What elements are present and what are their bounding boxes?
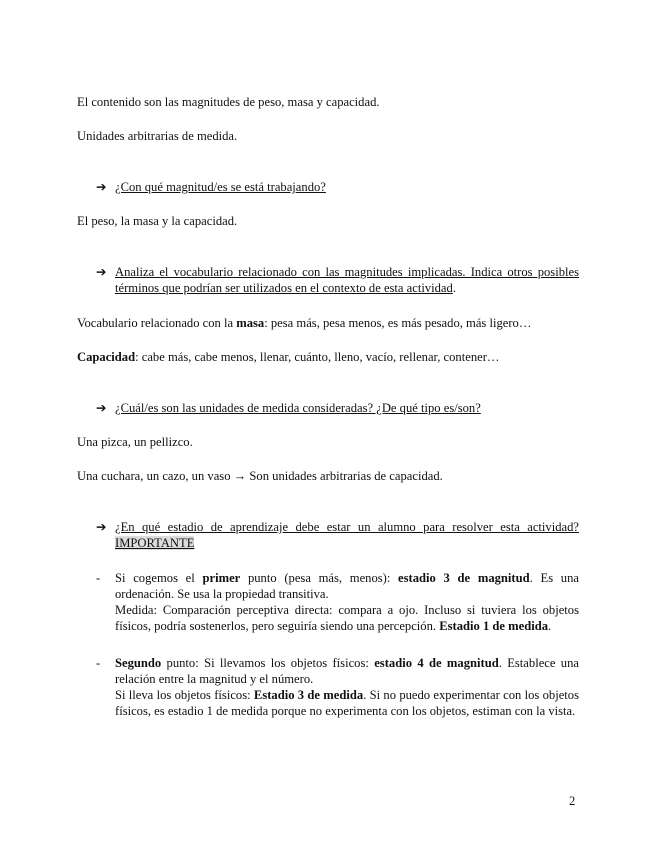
text: punto: Si llevamos los objetos físicos: <box>161 656 375 670</box>
list-item-2-line1 <box>115 655 579 687</box>
text: . Es una ordenación. Se usa la propiedad transitiva. <box>115 571 579 601</box>
question-2-body: Analiza el vocabulario relacionado con las magnitudes implicadas. Indica otros posibles términos que podrían ser utilizados en el contexto de esta actividad <box>115 265 579 295</box>
text: Si cogemos el <box>115 571 203 585</box>
question-4-body: ¿En qué estadio de aprendizaje debe estar un alumno para resolver esta actividad? <box>115 520 579 534</box>
question-3 <box>96 400 579 416</box>
paragraph-unidades: Unidades arbitrarias de medida. <box>77 129 238 143</box>
bold-estadio-3-medida: Estadio 3 de medida <box>253 688 364 702</box>
list-item-2-body <box>115 655 579 719</box>
question-4-text <box>115 519 579 551</box>
arrow-icon: ➔ <box>96 520 107 534</box>
vocab-bold-masa: masa <box>236 316 265 330</box>
question-2-period: . <box>452 281 456 295</box>
paragraph-capacidad <box>77 349 579 365</box>
page-number: 2 <box>569 794 576 808</box>
important-highlight: IMPORTANTE <box>115 536 195 550</box>
text: . <box>548 619 552 633</box>
bold-estadio-3-magnitud: estadio 3 de magnitud <box>398 571 530 585</box>
bold-segundo: Segundo <box>115 656 162 670</box>
text: Medida: Comparación perceptiva directa: compara a ojo. Incluso si tuviera los objetos físicos, podría sostenerlos, pero seguiría siendo una percepción. <box>115 603 579 633</box>
paragraph-pizca: Una pizca, un pellizco. <box>77 435 193 449</box>
arrow-icon: ➔ <box>96 180 107 194</box>
question-3-text: ¿Cuál/es son las unidades de medida consideradas? ¿De qué tipo es/son? <box>115 401 481 415</box>
bold-estadio-1-medida: Estadio 1 de medida <box>439 619 549 633</box>
capacidad-bold: Capacidad <box>77 350 136 364</box>
text: Si lleva los objetos físicos: <box>115 688 254 702</box>
list-dash: - <box>96 571 101 585</box>
question-2 <box>96 264 579 296</box>
paragraph-vocabulario-masa <box>77 315 579 331</box>
capacidad-rest: : cabe más, cabe menos, llenar, cuánto, lleno, vacío, rellenar, contener… <box>135 350 500 364</box>
question-4 <box>96 519 579 551</box>
list-item-1-body <box>115 570 579 634</box>
list-item-2 <box>96 655 579 719</box>
arrow-icon: ➔ <box>96 401 107 415</box>
arrow-icon: ➔ <box>96 265 107 279</box>
question-2-text <box>115 264 579 296</box>
bold-primer: primer <box>202 571 241 585</box>
list-item-2-line2 <box>115 687 579 719</box>
list-item-1-line2 <box>115 602 579 634</box>
bold-estadio-4-magnitud: estadio 4 de magnitud <box>374 656 499 670</box>
text: . Si no puedo experimentar con los objetos físicos, es estadio 1 de medida porque no experimenta con los objetos, estiman con la vista. <box>115 688 579 718</box>
list-dash: - <box>96 656 101 670</box>
paragraph-contenido: El contenido son las magnitudes de peso, masa y capacidad. <box>77 95 380 109</box>
vocab-rest: : pesa más, pesa menos, es más pesado, más ligero… <box>264 316 532 330</box>
question-1 <box>96 179 579 195</box>
vocab-prefix: Vocabulario relacionado con la <box>77 316 237 330</box>
paragraph-peso-masa: El peso, la masa y la capacidad. <box>77 214 238 228</box>
text: punto (pesa más, menos): <box>240 571 399 585</box>
text: . Establece una relación entre la magnitud y el número. <box>115 656 579 686</box>
list-item-1-line1 <box>115 570 579 602</box>
question-1-text: ¿Con qué magnitud/es se está trabajando? <box>115 180 326 194</box>
list-item-1 <box>96 570 579 634</box>
paragraph-cuchara: Una cuchara, un cazo, un vaso → Son unidades arbitrarias de capacidad. <box>77 469 443 483</box>
